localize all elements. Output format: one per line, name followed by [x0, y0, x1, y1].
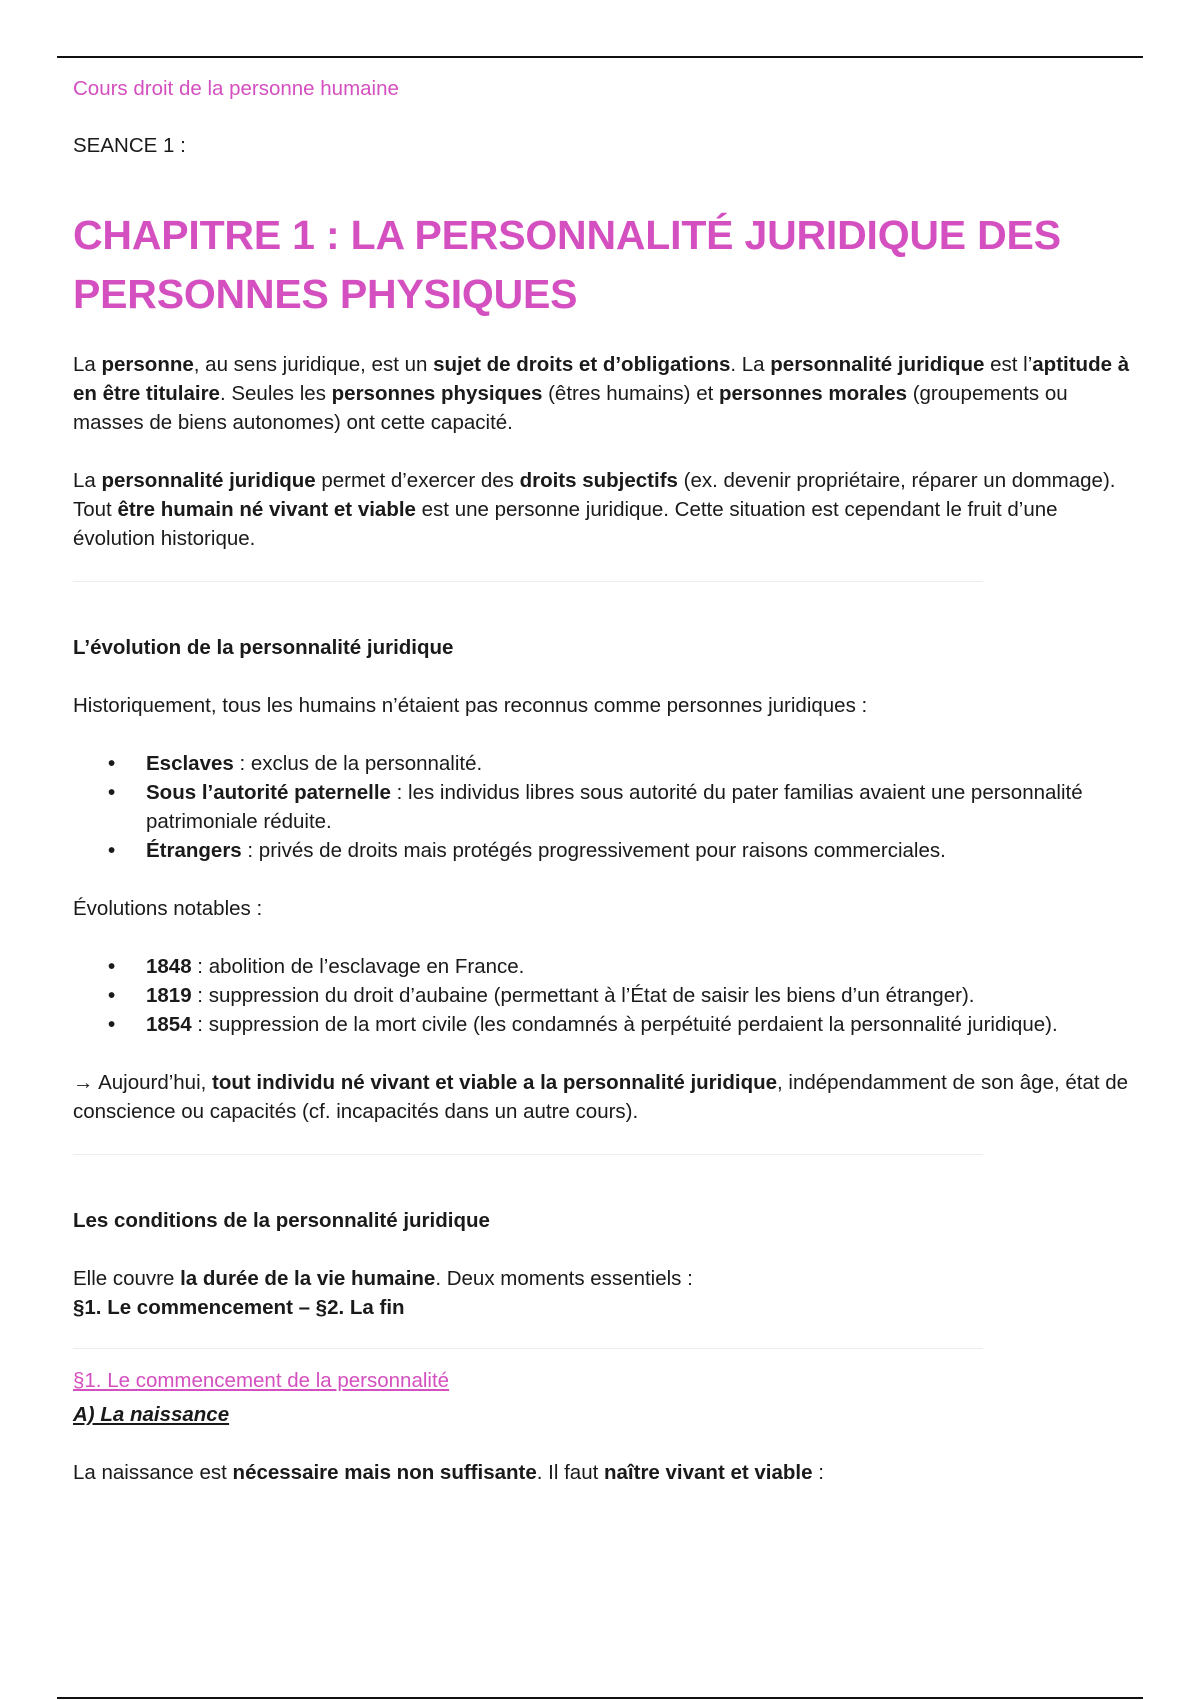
conditions-paragraph-text-run: Elle couvre — [73, 1267, 181, 1290]
conditions-heading: Les conditions de la personnalité juridique — [73, 1209, 490, 1232]
naissance-paragraph-bold-run: naître vivant et viable — [604, 1461, 813, 1484]
list-item — [146, 1010, 1133, 1039]
list-item — [146, 749, 1133, 778]
evolution-conclusion — [73, 1068, 1133, 1126]
conditions-outline: §1. Le commencement – §2. La fin — [73, 1296, 405, 1319]
evolution-conclusion-bold-run: tout individu né vivant et viable a la personnalité juridique — [212, 1071, 778, 1094]
seance-label: SEANCE 1 : — [73, 134, 186, 157]
list-item — [146, 952, 1133, 981]
section-divider — [73, 581, 983, 582]
intro-paragraph-1-text-run: (groupements ou masses de biens autonomes) ont cette capacité. — [73, 382, 1068, 434]
notable-list — [73, 952, 1133, 1039]
chapter-title-line2: PERSONNES PHYSIQUES — [73, 271, 578, 317]
intro-paragraph-1-text-run: est l’ — [984, 353, 1033, 376]
intro-paragraph-2-text-run: La — [73, 469, 102, 492]
conditions-paragraph-bold-run: la durée de la vie humaine — [180, 1267, 436, 1290]
intro-paragraph-1-text-run: La — [73, 353, 102, 376]
naissance-subheading: A) La naissance — [73, 1403, 230, 1426]
intro-paragraph-1-bold-run: personnes physiques — [331, 382, 543, 405]
intro-paragraph-1-text-run: . Seules les — [219, 382, 332, 405]
intro-paragraph-3 — [73, 495, 1133, 553]
page-bottom-rule — [57, 1697, 1143, 1699]
page-top-rule — [57, 56, 1143, 58]
naissance-paragraph-bold-run: nécessaire mais non suffisante — [232, 1461, 537, 1484]
list-item-text-run: : suppression du droit d’aubaine (permettant à l’État de saisir les biens d’un étranger). — [191, 984, 975, 1007]
conditions-paragraph — [73, 1264, 1133, 1293]
evolution-conclusion-text-run: , indépendamment de son âge, état de conscience ou capacités (cf. incapacités dans un autre cours). — [73, 1071, 1129, 1123]
naissance-paragraph-text-run: . Il faut — [536, 1461, 604, 1484]
naissance-paragraph — [73, 1458, 1133, 1487]
naissance-paragraph-text-run: La naissance est — [73, 1461, 233, 1484]
list-item-text-run: : les individus libres sous autorité du pater familias avaient une personnalité patrimoniale réduite. — [146, 781, 1083, 833]
intro-paragraph-1-bold-run: personnes morales — [719, 382, 907, 405]
list-item-bold-run: 1848 — [146, 955, 192, 978]
list-item-bold-run: Esclaves — [146, 752, 234, 775]
list-item — [146, 836, 1133, 865]
intro-paragraph-3-bold-run: être humain né vivant et viable — [117, 498, 416, 521]
intro-paragraph-2 — [73, 466, 1133, 495]
list-item-bold-run: Sous l’autorité paternelle — [146, 781, 391, 804]
evolution-lead: Historiquement, tous les humains n’étaient pas reconnus comme personnes juridiques : — [73, 694, 868, 717]
intro-paragraph-3-text-run: est une personne juridique. Cette situation est cependant le fruit d’une évolution historique. — [73, 498, 1058, 550]
intro-paragraph-1-text-run: (êtres humains) et — [542, 382, 719, 405]
intro-paragraph-1-bold-run: sujet de droits et d’obligations — [433, 353, 731, 376]
notable-lead: Évolutions notables : — [73, 897, 263, 920]
conditions-paragraph-text-run: . Deux moments essentiels : — [435, 1267, 693, 1290]
list-item — [146, 981, 1133, 1010]
commencement-heading-link[interactable]: §1. Le commencement de la personnalité — [73, 1369, 450, 1392]
list-item-text-run: : privés de droits mais protégés progressivement pour raisons commerciales. — [241, 839, 946, 862]
document-body — [73, 74, 1133, 1487]
intro-paragraph-1-text-run: , au sens juridique, est un — [193, 353, 434, 376]
list-item — [146, 778, 1133, 836]
intro-paragraph-1 — [73, 350, 1133, 437]
list-item-bold-run: 1854 — [146, 1013, 192, 1036]
section-divider — [73, 1348, 983, 1349]
chapter-title — [73, 206, 1133, 324]
intro-paragraph-1-bold-run: personnalité juridique — [770, 353, 985, 376]
intro-paragraph-1-text-run: . La — [730, 353, 771, 376]
evolution-list — [73, 749, 1133, 865]
list-item-bold-run: 1819 — [146, 984, 192, 1007]
list-item-bold-run: Étrangers — [146, 839, 242, 862]
intro-paragraph-2-text-run: permet d’exercer des — [315, 469, 520, 492]
intro-paragraph-2-bold-run: personnalité juridique — [101, 469, 316, 492]
list-item-text-run: : suppression de la mort civile (les condamnés à perpétuité perdaient la personnalité juridique). — [191, 1013, 1058, 1036]
intro-paragraph-1-bold-run: personne — [101, 353, 194, 376]
list-item-text-run: : abolition de l’esclavage en France. — [191, 955, 525, 978]
evolution-heading: L’évolution de la personnalité juridique — [73, 636, 454, 659]
intro-paragraph-2-text-run: (ex. devenir propriétaire, réparer un dommage). — [677, 469, 1116, 492]
section-divider — [73, 1154, 983, 1155]
chapter-title-line1: CHAPITRE 1 : LA PERSONNALITÉ JURIDIQUE DES — [73, 212, 1061, 258]
intro-paragraph-3-text-run: Tout — [73, 498, 118, 521]
evolution-conclusion-text-run: → Aujourd’hui, — [73, 1071, 213, 1094]
naissance-paragraph-text-run: : — [812, 1461, 824, 1484]
list-item-text-run: : exclus de la personnalité. — [233, 752, 483, 775]
course-title: Cours droit de la personne humaine — [73, 77, 399, 100]
intro-paragraph-1-bold-run: aptitude à en être titulaire — [73, 353, 1130, 405]
intro-paragraph-2-bold-run: droits subjectifs — [519, 469, 678, 492]
